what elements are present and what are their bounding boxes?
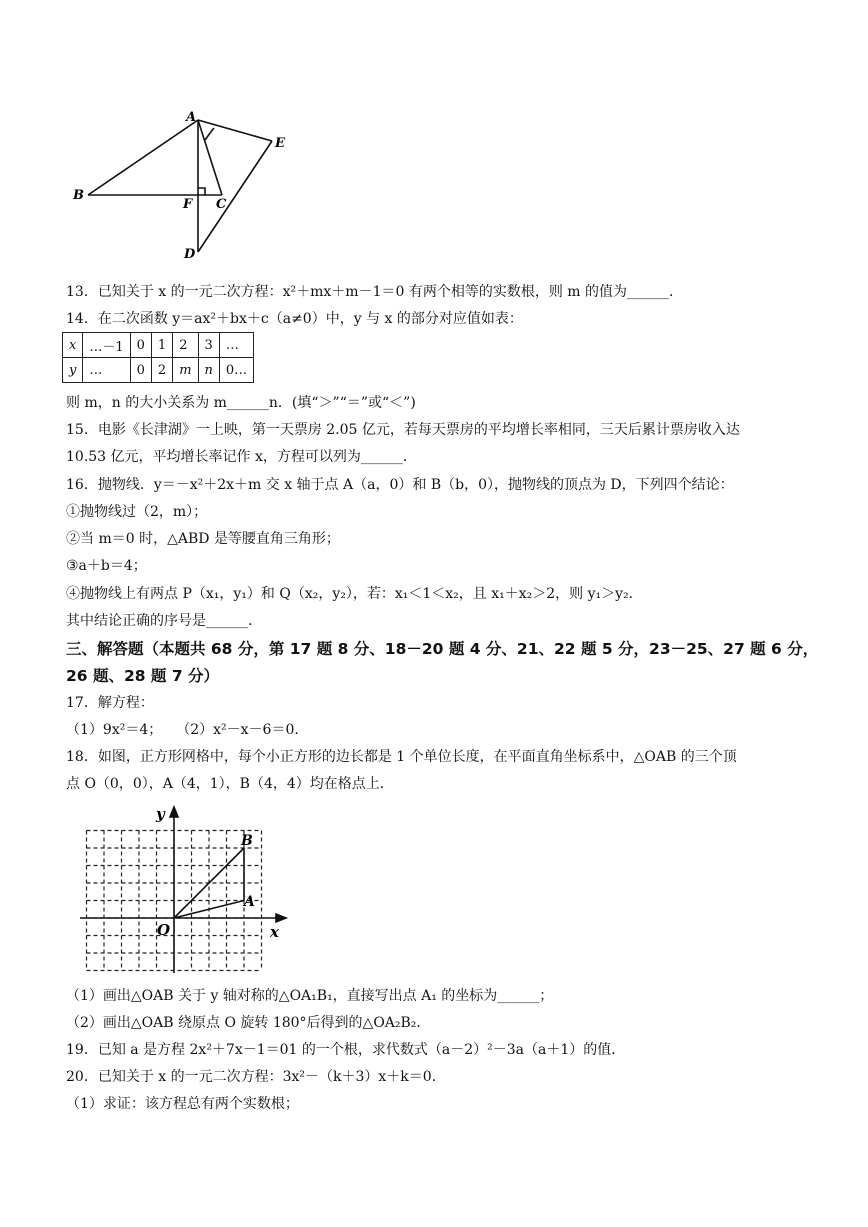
geometry-figure-triangles [0,0,868,270]
table-cell: 3 [198,333,219,358]
question-13: 13．已知关于 x 的一元二次方程：x²＋mx＋m－1＝0 有两个相等的实数根，则 m 的值为______． [66,284,684,300]
segment-ae [198,120,272,141]
label-c: C [216,197,227,212]
question-19: 19．已知 a 是方程 2x²＋7x－1＝01 的一个根，求代数式（a－2）²－3a（a＋1）的值． [66,1042,626,1058]
question-18-line1: 18．如图，正方形网格中，每个小正方形的边长都是 1 个单位长度，在平面直角坐标系中，△OAB 的三个顶 [66,749,737,765]
label-point-b: B [241,833,253,849]
table-cell: … [219,333,253,358]
right-angle-mark [198,188,205,195]
label-point-a: A [244,894,255,910]
axis-label-x: x [270,923,279,941]
table-row-x [63,333,254,358]
question-18-part-1: （1）画出△OAB 关于 y 轴对称的△OA₁B₁，直接写出点 A₁ 的坐标为______； [66,988,554,1004]
label-e: E [275,136,285,151]
question-15-line2: 10.53 亿元，平均增长率记作 x，方程可以列为______． [66,449,417,465]
question-16-item-3: ③a＋b＝4； [66,558,147,574]
table-cell: x [63,333,83,358]
table-cell: 0 [130,358,151,383]
question-16-answer: 其中结论正确的序号是______． [66,613,262,629]
y-axis-arrow [170,807,178,817]
question-18-part-2: （2）画出△OAB 绕原点 O 旋转 180°后得到的△OA₂B₂． [66,1015,431,1031]
segment-ac [198,120,222,195]
label-f: F [183,197,193,212]
table-cell: 2 [151,358,172,383]
question-14-answer: 则 m，n 的大小关系为 m______n．(填“＞”“＝”或“＜”) [66,395,416,411]
question-16-item-1: ①抛物线过（2，m）； [66,504,208,520]
question-16-item-2: ②当 m＝0 时，△ABD 是等腰直角三角形； [66,531,340,547]
question-20: 20．已知关于 x 的一元二次方程：3x²－（k＋3）x＋k＝0． [66,1069,446,1085]
segment-de [198,141,272,252]
table-cell: 2 [173,333,198,358]
coordinate-grid-figure [0,795,868,985]
label-a: A [186,110,197,125]
section-heading-line1: 三、解答题（本题共 68 分，第 17 题 8 分、18－20 题 4 分、21、22 题 5 分，23－25、27 题 6 分， [66,640,819,658]
table-cell: m [173,358,198,383]
table-cell: …－1 [83,333,130,358]
question-14: 14．在二次函数 y＝ax²＋bx＋c（a≠0）中，y 与 x 的部分对应值如表： [66,311,523,327]
question-17-parts: （1）9x²＝4； （2）x²－x－6＝0． [66,722,309,738]
question-16-line1: 16．抛物线．y＝－x²＋2x＋m 交 x 轴于点 A（a，0）和 B（b，0），抛物线的顶点为 D，下列四个结论： [66,477,734,493]
question-16-item-4: ④抛物线上有两点 P（x₁，y₁）和 Q（x₂，y₂），若：x₁＜1＜x₂，且 x₁＋x₂＞2，则 y₁＞y₂． [66,586,643,602]
axis-label-y: y [156,805,165,823]
table-cell: 1 [151,333,172,358]
table-cell: y [63,358,83,383]
label-d: D [184,247,196,262]
label-b: B [73,188,84,203]
x-axis-arrow [276,914,286,922]
question-18-line2: 点 O（0，0），A（4，1），B（4，4）均在格点上． [66,776,394,792]
value-table [62,332,254,383]
question-20-part-1: （1）求证：该方程总有两个实数根； [66,1096,299,1112]
section-heading-line2: 26 题、28 题 7 分） [66,667,220,685]
segment-ab [88,120,198,195]
table-row-y [63,358,254,383]
question-17: 17．解方程： [66,695,154,711]
label-origin: O [157,921,171,939]
angle-arc [205,128,214,140]
table-cell: 0… [219,358,253,383]
table-cell: n [198,358,219,383]
table-cell: … [83,358,130,383]
question-15-line1: 15．电影《长津湖》一上映，第一天票房 2.05 亿元，若每天票房的平均增长率相同，三天后累计票房收入达 [66,422,740,438]
table-cell: 0 [130,333,151,358]
